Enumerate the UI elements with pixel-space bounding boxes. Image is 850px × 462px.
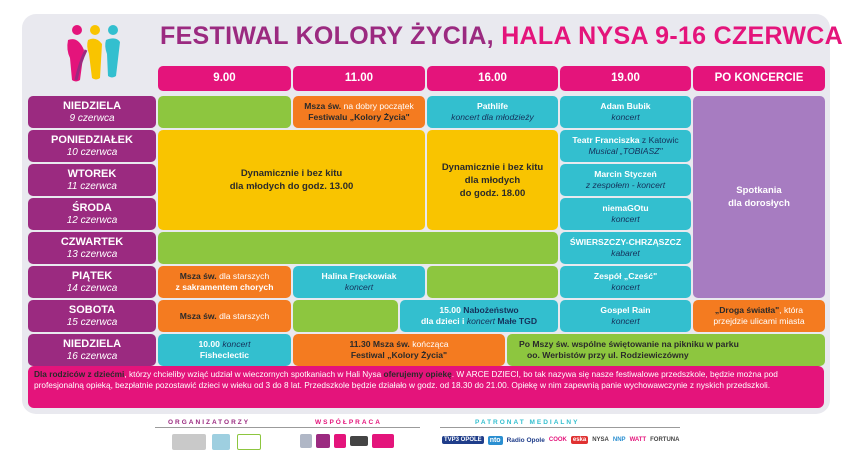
day-label: [28, 266, 156, 298]
header-19: 19.00: [560, 66, 691, 91]
header-after: PO KONCERCIE: [693, 66, 825, 91]
media-logos: [442, 432, 682, 448]
cooperation-logo: [372, 434, 394, 448]
empty-slot: [158, 96, 291, 128]
header-9: 9.00: [158, 66, 291, 91]
day-date: 10 czerwca: [66, 146, 118, 158]
empty-slot: [158, 232, 558, 264]
event-adam-bubik: Adam Bubik koncert: [560, 96, 691, 128]
event-halina-frackowiak: Halina Frąckowiak koncert: [293, 266, 425, 298]
event-swierszczy: ŚWIERSZCZY-CHRZĄSZCZ kabaret: [560, 232, 691, 264]
day-label: [28, 164, 156, 196]
day-name: SOBOTA: [68, 303, 116, 316]
event-childrens-service: 15.00 Nabożeństwo dla dzieci i koncert Małe TGD: [400, 300, 558, 332]
organizer-logo: [172, 434, 206, 450]
childcare-note: Dla rodziców z dziećmi, którzy chcieliby wziąć udział w wieczornych spotkaniach w Hali Nysa oferujemy opiekę. W ARCE DZIECI, bo tak nazywa się nasze festiwalowe przedszkole, będzie można pod profesjonalną opieką, bezpłatnie pozostawić dzieci w wieku od 3 do 8 lat. Przedszkole będzie działało w godz. od 18.30 do 21.00. Opiekę w nim zapewnią panie wychowawczynie z nyskich przedszkoli.: [28, 366, 824, 408]
cooperation-label: WSPÓŁPRACA: [315, 419, 382, 426]
event-niemagotu: niemaGOtu koncert: [560, 198, 691, 230]
day-name: NIEDZIELA: [62, 337, 122, 350]
day-name: WTOREK: [67, 167, 117, 180]
organizer-logo: [237, 434, 261, 450]
media-logo: COOK: [548, 437, 567, 443]
media-logo: FORTUNA: [650, 437, 680, 443]
day-name: CZWARTEK: [60, 235, 124, 248]
day-name: ŚRODA: [72, 201, 112, 214]
event-closing-mass: 11.30 Msza św. kończąca Festiwal „Kolory Życia": [293, 334, 505, 366]
event-teatr-franciszka: Teatr Franciszka z Katowic Musical „TOBIASZ": [560, 130, 691, 162]
page-title: [160, 22, 843, 51]
empty-slot: [427, 266, 558, 298]
organizers-label: ORGANIZATORZY: [168, 419, 251, 426]
media-logo: NYSA: [592, 437, 609, 443]
event-picnic: Po Mszy św. wspólne świętowanie na pikniku w parku oo. Werbistów przy ul. Rodziewiczówny: [507, 334, 825, 366]
event-droga-swiatla: „Droga światła", która przejdzie ulicami miasta: [693, 300, 825, 332]
festival-logo: [48, 20, 140, 86]
day-date: 12 czerwca: [66, 214, 118, 226]
empty-slot: [293, 300, 398, 332]
media-patronage-label: PATRONAT MEDIALNY: [475, 419, 580, 426]
event-mass-elderly-friday: Msza św. dla starszych z sakramentem chorych: [158, 266, 291, 298]
day-name: PIĄTEK: [71, 269, 113, 282]
organizer-logo: [212, 434, 230, 450]
day-name: PONIEDZIAŁEK: [51, 133, 133, 146]
footer-divider: [440, 427, 680, 428]
day-date: 11 czerwca: [67, 180, 117, 192]
event-gospel-rain: Gospel Rain koncert: [560, 300, 691, 332]
event-mass-elderly-saturday: Msza św. dla starszych: [158, 300, 291, 332]
day-label: [28, 334, 156, 366]
media-logo: Radio Opole: [506, 436, 545, 444]
day-label: [28, 96, 156, 128]
event-fisheclectic: 10.00 koncert Fisheclectic: [158, 334, 291, 366]
title-part-1: FESTIWAL KOLORY ŻYCIA,: [160, 22, 494, 50]
day-label: [28, 300, 156, 332]
media-logo: WATT: [629, 437, 647, 443]
day-label: [28, 232, 156, 264]
day-date: 16 czerwca: [66, 350, 118, 362]
event-adult-meetings: Spotkania dla dorosłych: [693, 96, 825, 298]
media-logo: eska: [572, 437, 587, 443]
day-date: 15 czerwca: [66, 316, 118, 328]
day-name: NIEDZIELA: [62, 99, 122, 112]
day-date: 13 czerwca: [66, 248, 118, 260]
media-logo: TVP3 OPOLE: [444, 437, 482, 443]
event-marcin-styczen: Marcin Styczeń z zespołem - koncert: [560, 164, 691, 196]
media-logo: nto: [489, 436, 501, 444]
header-11: 11.00: [293, 66, 425, 91]
cooperation-logo: [316, 434, 330, 448]
event-opening-mass: Msza św. na dobry początek Festiwalu „Kolory Życia": [293, 96, 425, 128]
day-label: [28, 198, 156, 230]
cooperation-logo: [300, 434, 312, 448]
day-label: [28, 130, 156, 162]
day-date: 9 czerwca: [69, 112, 115, 124]
day-date: 14 czerwca: [66, 282, 118, 294]
header-16: 16.00: [427, 66, 558, 91]
footer-divider: [155, 427, 420, 428]
cooperation-logo: [334, 434, 346, 448]
title-part-2: HALA NYSA 9-16 CZERWCA: [501, 22, 844, 50]
event-pathlife: Pathlife koncert dla młodzieży: [427, 96, 558, 128]
media-logo: NNP: [612, 437, 626, 443]
event-afternoon-program: Dynamicznie i bez kitu dla młodych do godz. 18.00: [427, 130, 558, 230]
event-morning-program: Dynamicznie i bez kitu dla młodych do godz. 13.00: [158, 130, 425, 230]
cooperation-logo: [350, 436, 368, 446]
event-zespol-czesc: Zespół „Cześć" koncert: [560, 266, 691, 298]
